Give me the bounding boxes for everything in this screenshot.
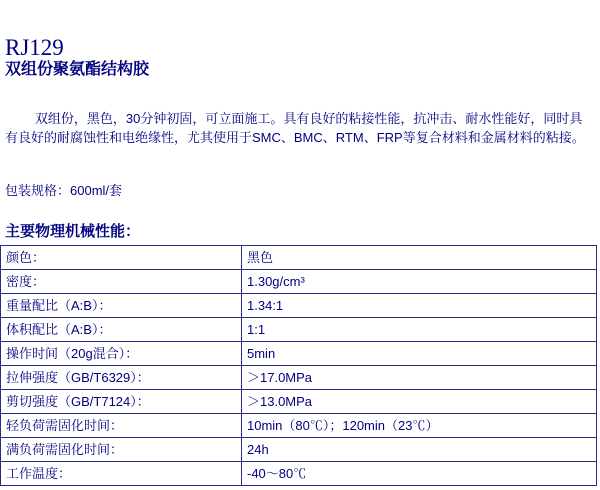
property-label: 轻负荷需固化时间： <box>1 414 242 438</box>
property-value: 5min <box>242 342 597 366</box>
table-row <box>1 342 597 366</box>
property-value: 10min（80℃）；120min（23℃） <box>242 414 597 438</box>
property-label: 工作温度： <box>1 462 242 486</box>
property-label: 重量配比（A:B）： <box>1 294 242 318</box>
property-label: 密度： <box>1 270 242 294</box>
table-row <box>1 318 597 342</box>
property-label: 剪切强度（GB/T7124）： <box>1 390 242 414</box>
product-subtitle: 双组份聚氨酯结构胶 <box>5 61 150 78</box>
properties-table <box>0 245 597 486</box>
property-label: 操作时间（20g混合）： <box>1 342 242 366</box>
property-value: 黑色 <box>242 246 597 270</box>
table-row <box>1 366 597 390</box>
table-row <box>1 270 597 294</box>
product-description: 双组份，黑色，30分钟初固，可立面施工。具有良好的粘接性能，抗冲击、耐水性能好，同时具有良好的耐腐蚀性和电绝缘性，尤其使用于SMC、BMC、RTM、FRP等复合材料和金属材料的粘接。 <box>5 111 585 145</box>
packaging-label: 包装规格： <box>5 183 71 198</box>
table-row <box>1 438 597 462</box>
property-label: 体积配比（A:B）： <box>1 318 242 342</box>
property-value: ＞13.0MPa <box>242 390 597 414</box>
property-value: 1.30g/cm³ <box>242 270 597 294</box>
table-row <box>1 414 597 438</box>
table-row <box>1 462 597 486</box>
property-label: 颜色： <box>1 246 242 270</box>
page-title: RJ129 <box>5 35 64 60</box>
table-row <box>1 246 597 270</box>
property-value: 24h <box>242 438 597 462</box>
section-heading-properties: 主要物理机械性能： <box>5 223 141 240</box>
property-value: 1.34:1 <box>242 294 597 318</box>
table-row <box>1 390 597 414</box>
property-value: 1:1 <box>242 318 597 342</box>
property-value: -40～80℃ <box>242 462 597 486</box>
property-value: ＞17.0MPa <box>242 366 597 390</box>
table-row <box>1 294 597 318</box>
property-label: 拉伸强度（GB/T6329）： <box>1 366 242 390</box>
packaging-value: 600ml/套 <box>70 183 123 198</box>
property-label: 满负荷需固化时间： <box>1 438 242 462</box>
packaging-spec <box>0 183 600 199</box>
